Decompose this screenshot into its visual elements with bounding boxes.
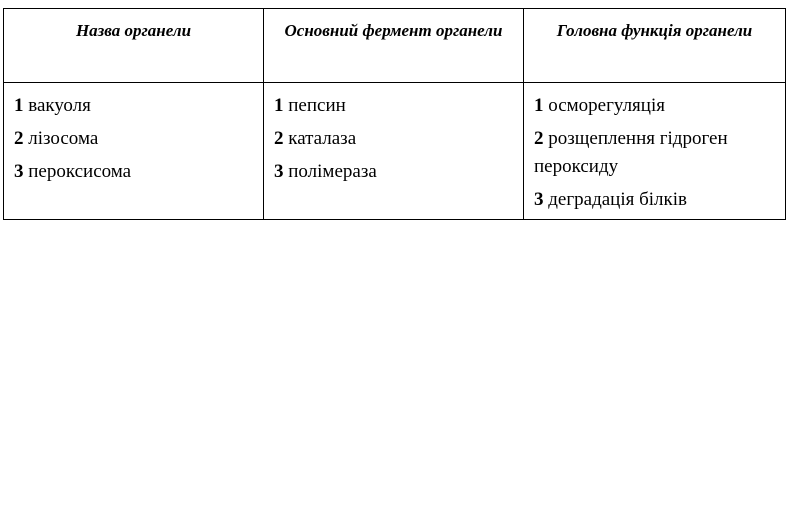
option-item bbox=[534, 92, 777, 120]
option-text: деградація білків bbox=[543, 189, 688, 210]
option-number: 1 bbox=[534, 95, 544, 116]
header-main-function: Головна функція органели bbox=[524, 9, 786, 83]
option-text: каталаза bbox=[283, 128, 357, 149]
option-item bbox=[14, 92, 255, 120]
option-text: пероксисома bbox=[23, 161, 132, 182]
option-number: 2 bbox=[14, 128, 24, 149]
header-organelle-name: Назва органели bbox=[4, 9, 264, 83]
organelle-table bbox=[3, 8, 786, 220]
option-number: 3 bbox=[14, 161, 24, 182]
option-text: розщеплення гідроген пероксиду bbox=[534, 128, 728, 177]
option-number: 2 bbox=[274, 128, 284, 149]
option-item bbox=[274, 125, 515, 153]
option-item bbox=[14, 125, 255, 153]
organelle-options-cell bbox=[4, 83, 264, 220]
options-row bbox=[4, 83, 786, 220]
option-number: 2 bbox=[534, 128, 544, 149]
header-row bbox=[4, 9, 786, 83]
option-item bbox=[534, 186, 777, 214]
option-text: вакуоля bbox=[23, 95, 91, 116]
option-item bbox=[534, 125, 777, 181]
option-number: 3 bbox=[534, 189, 544, 210]
header-main-enzyme: Основний фермент органели bbox=[264, 9, 524, 83]
function-options-cell bbox=[524, 83, 786, 220]
option-number: 3 bbox=[274, 161, 284, 182]
option-text: лізосома bbox=[23, 128, 99, 149]
option-item bbox=[274, 158, 515, 186]
option-text: полімераза bbox=[283, 161, 377, 182]
option-item bbox=[14, 158, 255, 186]
option-item bbox=[274, 92, 515, 120]
option-number: 1 bbox=[274, 95, 284, 116]
option-number: 1 bbox=[14, 95, 24, 116]
enzyme-options-cell bbox=[264, 83, 524, 220]
option-text: пепсин bbox=[283, 95, 346, 116]
option-text: осморегуляція bbox=[543, 95, 665, 116]
